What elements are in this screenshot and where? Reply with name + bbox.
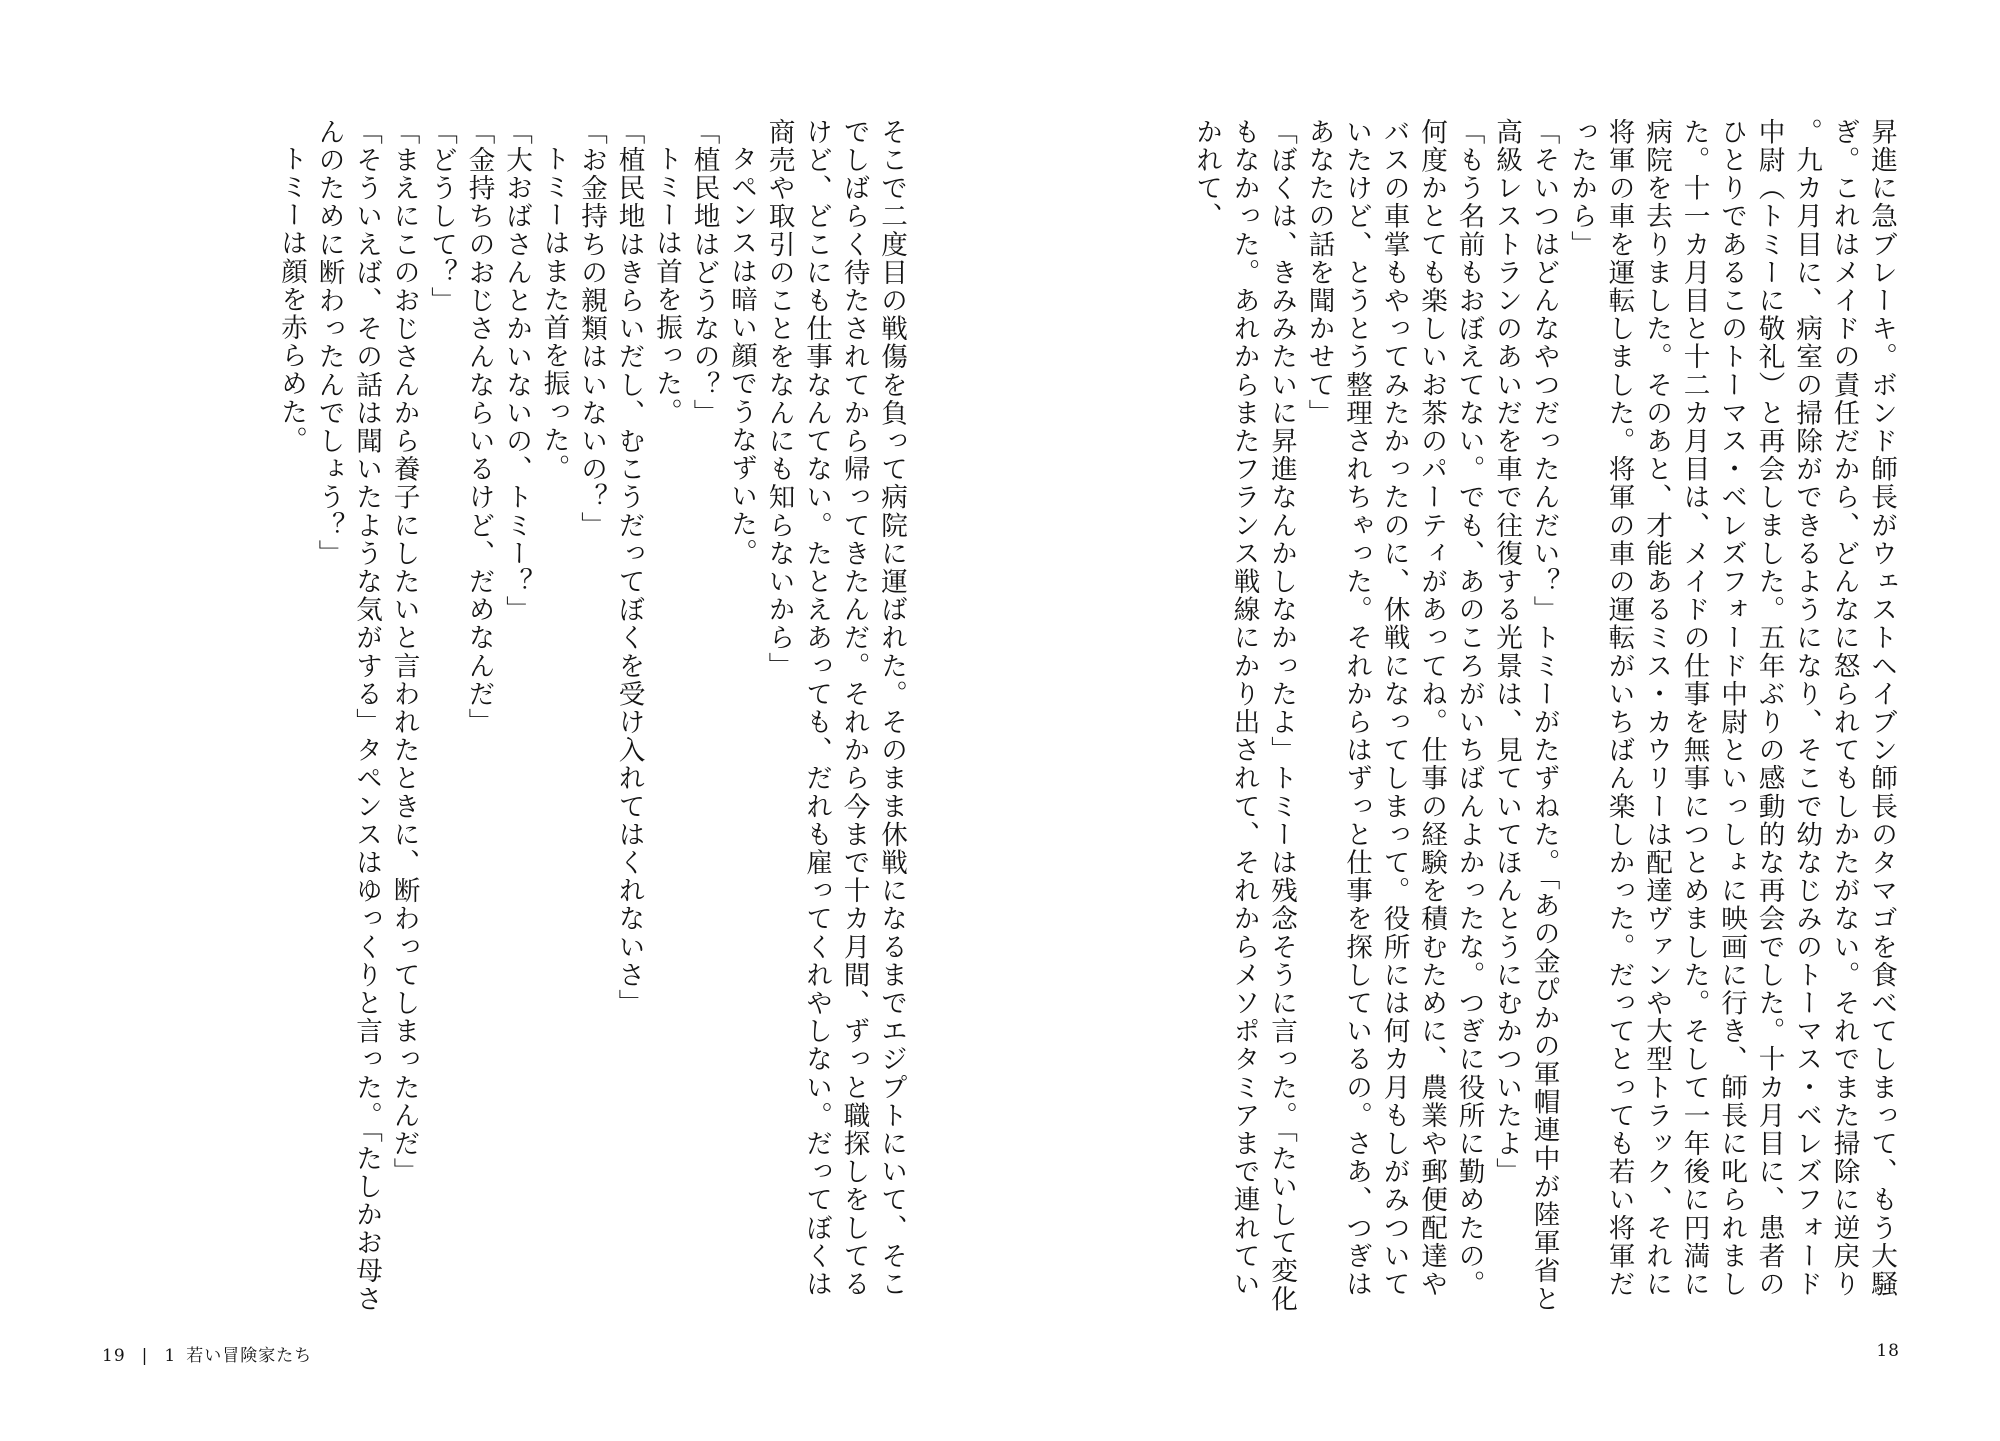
paragraph: 「大おばさんとかいないの、トミー？」 xyxy=(501,118,532,624)
paragraph: 昇進に急ブレーキ。ボンド師長がウェストヘイブン師長のタマゴを食べてしまって、もう大騒ぎ。これはメイドの責任だから、どんなに怒られてもしかたがない。それでまた掃除に逆戻り。九カ月目に、病室の掃除ができるようになり、そこで幼なじみのトーマス・ベレズフォード中尉（トミーに敬礼）と再会しました。五年ぶりの感動的な再会でした。十カ月目に、患者のひとりであるこのトーマス・ベレズフォード中尉といっしょに映画に行き、師長に叱られました。十一カ月目と十二カ月目は、メイドの仕事を無事につとめました。そして一年後に円満に病院を去りました。そのあと、才能あるミス・カウリーは配達ヴァンや大型トラック、それに将軍の車を運転しました。将軍の車の運転がいちばん楽しかった。だってとっても若い将軍だったから」 xyxy=(1566,118,1897,1299)
paragraph: 「お金持ちの親類はいないの？」 xyxy=(576,118,607,540)
paragraph: タペンスは暗い顔でうなずいた。 xyxy=(726,144,757,567)
page-number: 19 xyxy=(102,1346,126,1366)
page-number: 18 xyxy=(1876,1341,1900,1361)
paragraph: 「どうして？」 xyxy=(426,118,457,315)
paragraph: 「もう名前もおぼえてない。でも、あのころがいちばんよかったな。つぎに役所に勤めたの。何度かとても楽しいお茶のパーティがあってね。仕事の経験を積むために、農業や郵便配達やバスの車掌もやってみたかったのに、休戦になってしまって。役所には何カ月もしがみついていたけど、とうとう整理されちゃった。それからはずっと仕事を探しているの。さあ、つぎはあなたの話を聞かせて」 xyxy=(1303,118,1485,1299)
right-page-footer xyxy=(1876,1341,1900,1361)
paragraph: トミーはまた首を振った。 xyxy=(538,144,570,482)
paragraph: トミーは顔を赤らめた。 xyxy=(276,144,307,454)
paragraph: 「そういえば、その話は聞いたような気がする」タペンスはゆっくりと言った。「たしかお母さんのために断わったんでしょう？」 xyxy=(313,118,382,1313)
paragraph: 「そいつはどんなやつだったんだい？」トミーがたずねた。「あの金ぴかの軍帽連中が陸軍省と高級レストランのあいだを車で往復する光景は、見ていてほんとうにむかついたよ」 xyxy=(1491,118,1560,1313)
left-page-footer xyxy=(102,1341,312,1366)
paragraph: そこで二度目の戦傷を負って病院に運ばれた。そのまま休戦になるまでエジプトにいて、そこでしばらく待たされてから帰ってきたんだ。それから今まで十カ月間、ずっと職探しをしてるけど、どこにも仕事なんてない。たとえあっても、だれも雇ってくれやしない。だってぼくは商売や取引のことをなんにも知らないから」 xyxy=(763,118,907,1299)
right-page xyxy=(1000,0,2000,1441)
footer-separator: | xyxy=(141,1346,149,1366)
right-page-body xyxy=(1150,118,1900,1323)
chapter-title: 若い冒険家たち xyxy=(186,1346,313,1366)
paragraph: 「金持ちのおじさんならいるけど、だめなんだ」 xyxy=(463,118,495,737)
paragraph: 「植民地はきらいだし、むこうだってぼくを受け入れてはくれないさ」 xyxy=(613,118,645,1018)
paragraph: 「まえにこのおじさんから養子にしたいと言われたときに、断わってしまったんだ」 xyxy=(388,118,420,1186)
paragraph: 「ぼくは、きみみたいに昇進なんかしなかったよ」トミーは残念そうに言った。「たいして変化もなかった。あれからまたフランス戦線にかり出されて、それからメソポタミアまで連れていかれて、 xyxy=(1191,118,1297,1313)
paragraph: 「植民地はどうなの？」 xyxy=(688,118,720,428)
chapter-number: 1 xyxy=(164,1346,177,1366)
left-page-body xyxy=(90,118,910,1323)
paragraph: トミーは首を振った。 xyxy=(651,144,682,426)
